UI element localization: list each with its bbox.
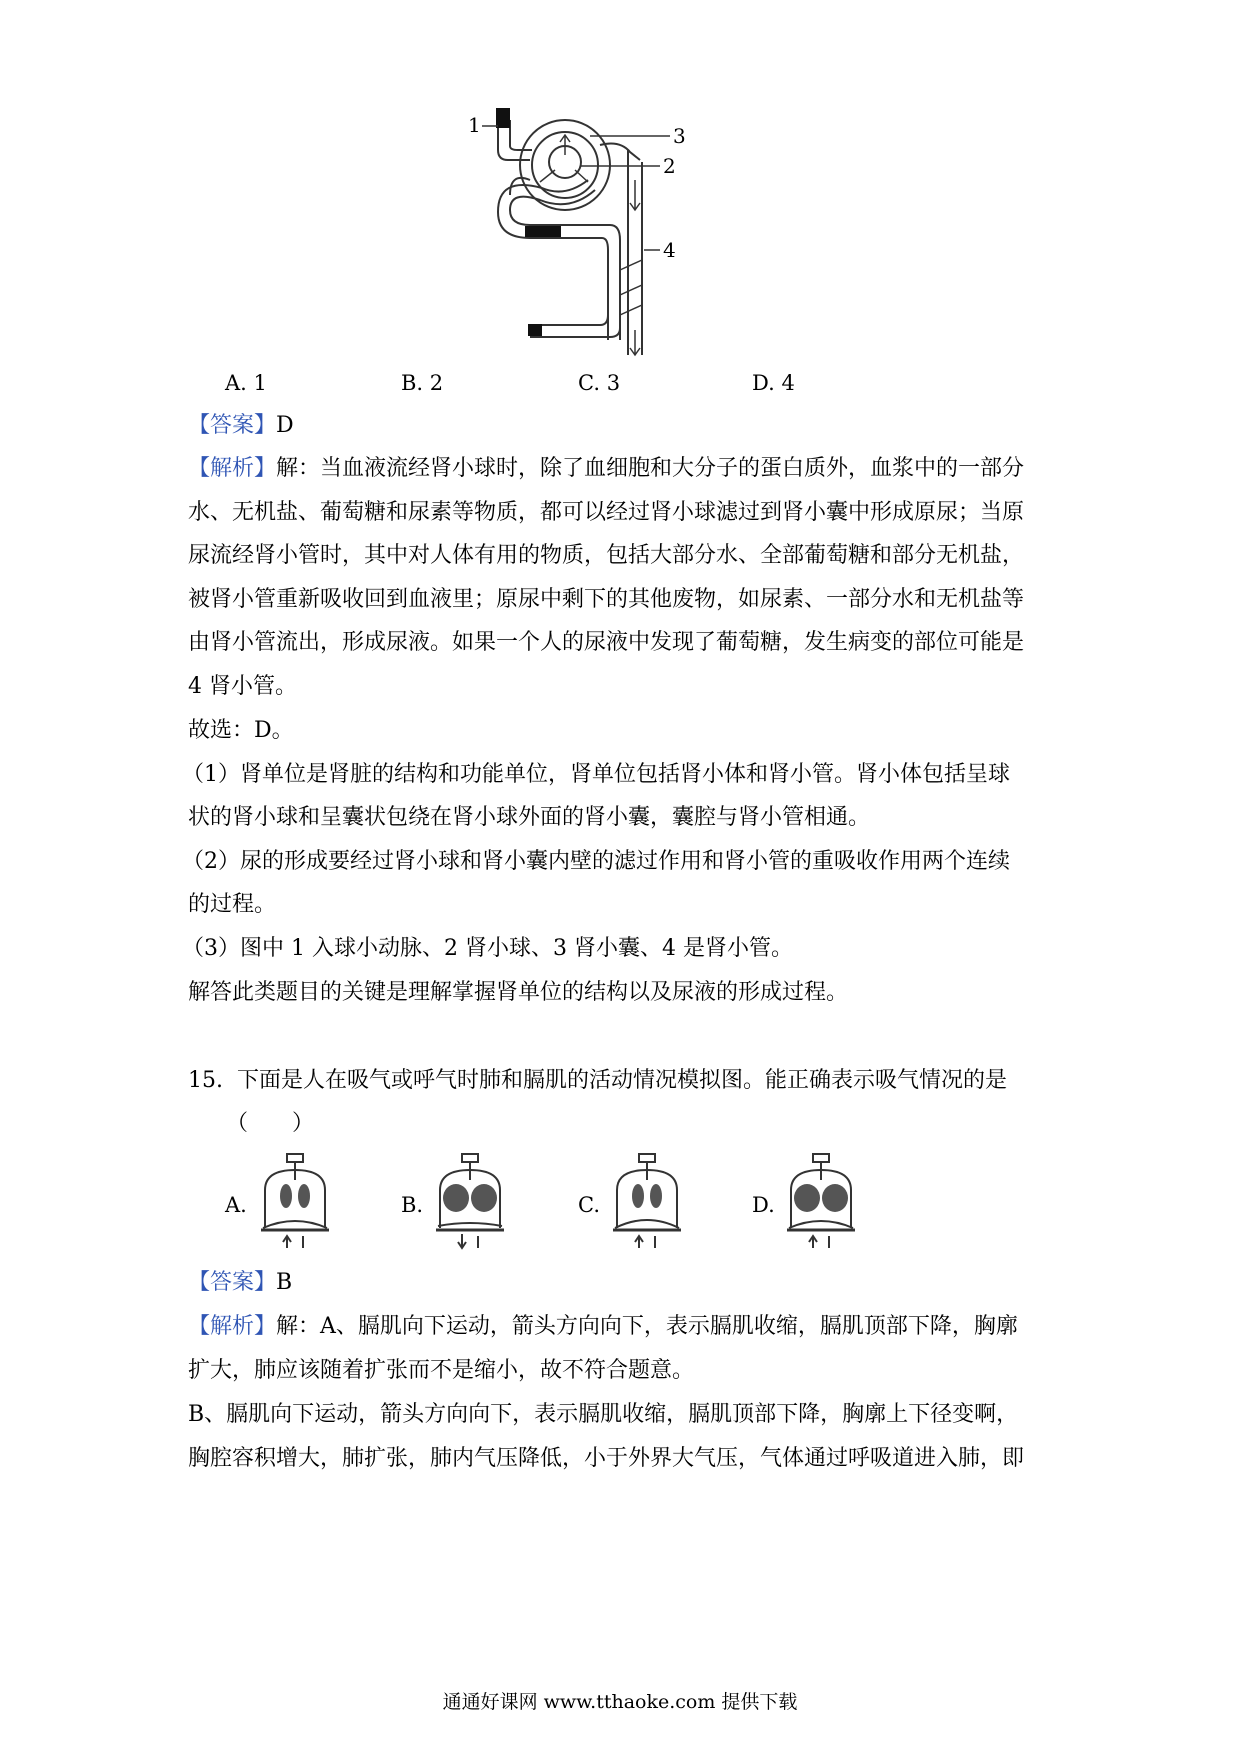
nephron-diagram (470, 100, 770, 400)
bell-jar-figure-c (607, 1150, 687, 1250)
q15-option-a-label: A. (225, 1193, 247, 1217)
nephron-label-2: 2 (663, 154, 676, 178)
q15-analysis-line: B、膈肌向下运动，箭头方向向下，表示膈肌收缩，膈肌顶部下降，胸廓上下径变啊， (188, 1402, 1019, 1427)
q14-analysis-line: 被肾小管重新吸收回到血液里；原尿中剩下的其他废物，如尿素、一部分水和无机盐等 (188, 587, 1025, 612)
q15-analysis-line: 胸腔容积增大，肺扩张，肺内气压降低，小于外界大气压，气体通过呼吸道进入肺，即 (188, 1446, 1025, 1471)
q15-stem: 15. 下面是人在吸气或呼气时肺和膈肌的活动情况模拟图。能正确表示吸气情况的是 (188, 1068, 1008, 1093)
q14-option-b: B. 2 (401, 371, 444, 395)
q14-analysis-line: （3）图中 1 入球小动脉、2 肾小球、3 肾小囊、4 是肾小管。 (182, 936, 793, 961)
q14-analysis-line: 由肾小管流出，形成尿液。如果一个人的尿液中发现了葡萄糖，发生病变的部位可能是 (188, 630, 1025, 655)
q15-analysis-line: 扩大，肺应该随着扩张而不是缩小，故不符合题意。 (188, 1358, 695, 1383)
q14-answer: 【答案】D (188, 413, 294, 438)
bell-jar-figure-d (781, 1150, 861, 1250)
nephron-label-1: 1 (468, 113, 481, 137)
bell-jar-figure-a (255, 1150, 335, 1250)
nephron-label-4: 4 (663, 238, 676, 262)
q15-analysis-line: 【解析】解：A、膈肌向下运动，箭头方向向下，表示膈肌收缩，膈肌顶部下降，胸廓 (188, 1314, 1018, 1339)
q14-analysis-line: 故选：D。 (188, 718, 294, 743)
q14-option-a: A. 1 (225, 371, 267, 395)
q14-analysis-line: 【解析】解：当血液流经肾小球时，除了血细胞和大分子的蛋白质外，血浆中的一部分 (188, 456, 1025, 481)
q14-analysis-line: （2）尿的形成要经过肾小球和肾小囊内壁的滤过作用和肾小管的重吸收作用两个连续 (182, 849, 1010, 874)
q14-option-c: C. 3 (578, 371, 621, 395)
q14-analysis-line: 水、无机盐、葡萄糖和尿素等物质，都可以经过肾小球滤过到肾小囊中形成原尿；当原 (188, 500, 1025, 525)
nephron-label-3: 3 (673, 124, 686, 148)
q15-option-b-label: B. (401, 1193, 424, 1217)
q14-option-d: D. 4 (752, 371, 795, 395)
q14-analysis-line: （1）肾单位是肾脏的结构和功能单位，肾单位包括肾小体和肾小管。肾小体包括呈球 (182, 762, 1010, 787)
q15-blank: （ ） (226, 1111, 315, 1136)
q14-analysis-line: 状的肾小球和呈囊状包绕在肾小球外面的肾小囊，囊腔与肾小管相通。 (188, 805, 871, 830)
q14-analysis-line: 解答此类题目的关键是理解掌握肾单位的结构以及尿液的形成过程。 (188, 980, 849, 1005)
bell-jar-figure-b (430, 1150, 510, 1250)
page-footer: 通通好课网 www.tthaoke.com 提供下载 (442, 1691, 798, 1713)
q14-analysis-line: 4 肾小管。 (188, 674, 297, 699)
q15-option-d-label: D. (752, 1193, 775, 1217)
q15-answer: 【答案】B (188, 1270, 293, 1295)
q14-analysis-line: 的过程。 (188, 892, 277, 917)
q14-analysis-line: 尿流经肾小管时，其中对人体有用的物质，包括大部分水、全部葡萄糖和部分无机盐， (188, 543, 1025, 568)
q15-option-c-label: C. (578, 1193, 600, 1217)
